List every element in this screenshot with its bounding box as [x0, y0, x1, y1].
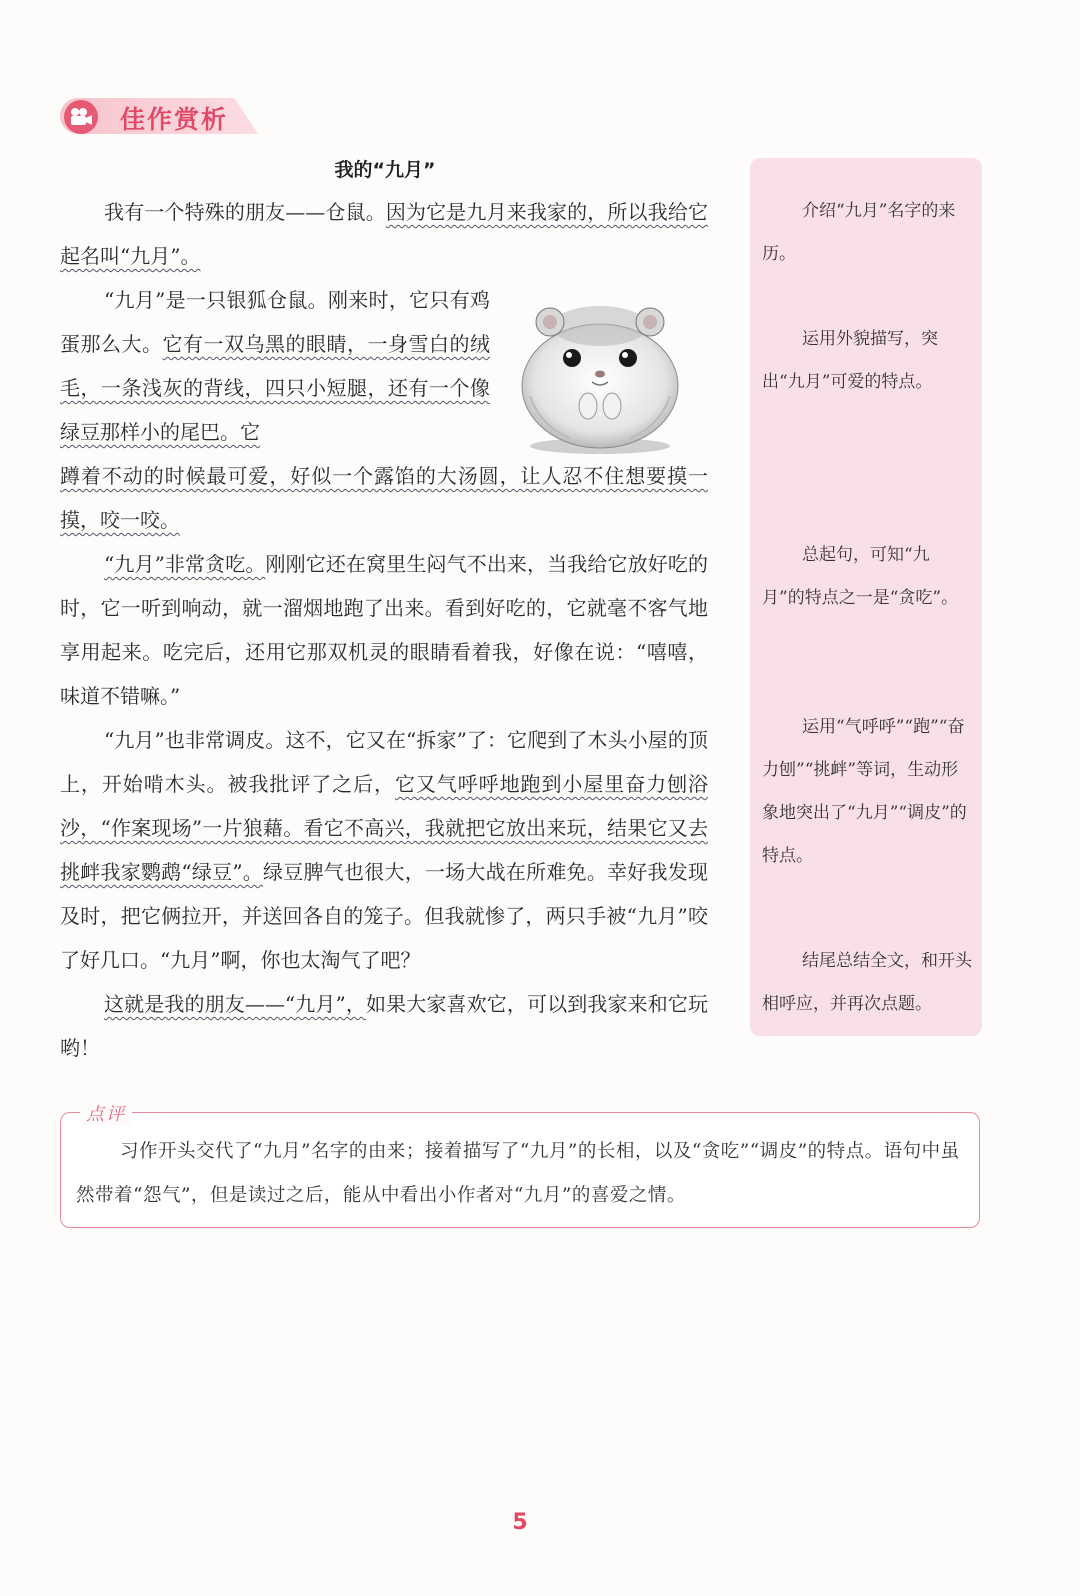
comment-label: 点评 [80, 1100, 132, 1126]
paragraph-1: 我有一个特殊的朋友——仓鼠。因为它是九月来我家的，所以我给它起名叫“九月”。 [60, 200, 709, 268]
film-camera-icon [64, 100, 98, 134]
comment-text: 习作开头交代了“九月”名字的由来；接着描写了“九月”的长相，以及“贪吃”“调皮”的特点。语句中虽然带着“怨气”，但是读过之后，能从中看出小作者对“九月”的喜爱之情。 [76, 1141, 960, 1206]
annotation-note: 结尾总结全文，和开头相呼应，并再次点题。 [762, 951, 972, 1014]
paragraph-5: 这就是我的朋友——“九月”，如果大家喜欢它，可以到我家来和它玩哟！ [60, 992, 709, 1060]
paragraph-3: “九月”非常贪吃。刚刚它还在窝里生闷气不出来，当我给它放好吃的时，它一听到响动，就一溜烟地跑了出来。看到好吃的，它就毫不客气地享用起来。吃完后，还用它那双机灵的眼睛看着我，好像在说：“嘻嘻，味道不错嘛。” [60, 552, 708, 708]
paragraph-4: “九月”也非常调皮。这不，它又在“拆家”了：它爬到了木头小屋的顶上，开始啃木头。被我批评了之后，它又气呼呼地跑到小屋里奋力刨浴沙，“作案现场”一片狼藉。看它不高兴，我就把它放出来玩，结果它又去挑衅我家鹦鹉“绿豆”。绿豆脾气也很大，一场大战在所难免。幸好我发现及时，把它俩拉开，并送回各自的笼子。但我就惨了，两只手被“九月”咬了好几口。“九月”啊，你也太淘气了吧？ [60, 728, 709, 972]
paragraph-2-continued: 蹲着不动的时候最可爱，好似一个露馅的大汤圆，让人忍不住想要摸一摸，咬一咬。 [60, 464, 708, 532]
annotation-note: 总起句，可知“九月”的特点之一是“贪吃”。 [762, 545, 959, 608]
section-header [60, 96, 260, 136]
section-title: 佳作赏析 [120, 105, 229, 134]
paragraph-2: “九月”是一只银狐仓鼠。刚来时，它只有鸡蛋那么大。它有一双乌黑的眼睛，一身雪白的绒毛，一条浅灰的背线，四只小短腿，还有一个像绿豆那样小的尾巴。它 [60, 288, 490, 444]
annotation-note: 运用“气呼呼”“跑”“奋力刨”“挑衅”等词，生动形象地突出了“九月”“调皮”的特点。 [762, 717, 967, 866]
hamster-illustration [510, 286, 690, 456]
annotation-note: 运用外貌描写，突出“九月”可爱的特点。 [762, 329, 938, 392]
annotation-note: 介绍“九月”名字的来历。 [762, 201, 956, 264]
article-title: 我的“九月” [334, 159, 436, 181]
page-number: 5 [512, 1510, 528, 1535]
